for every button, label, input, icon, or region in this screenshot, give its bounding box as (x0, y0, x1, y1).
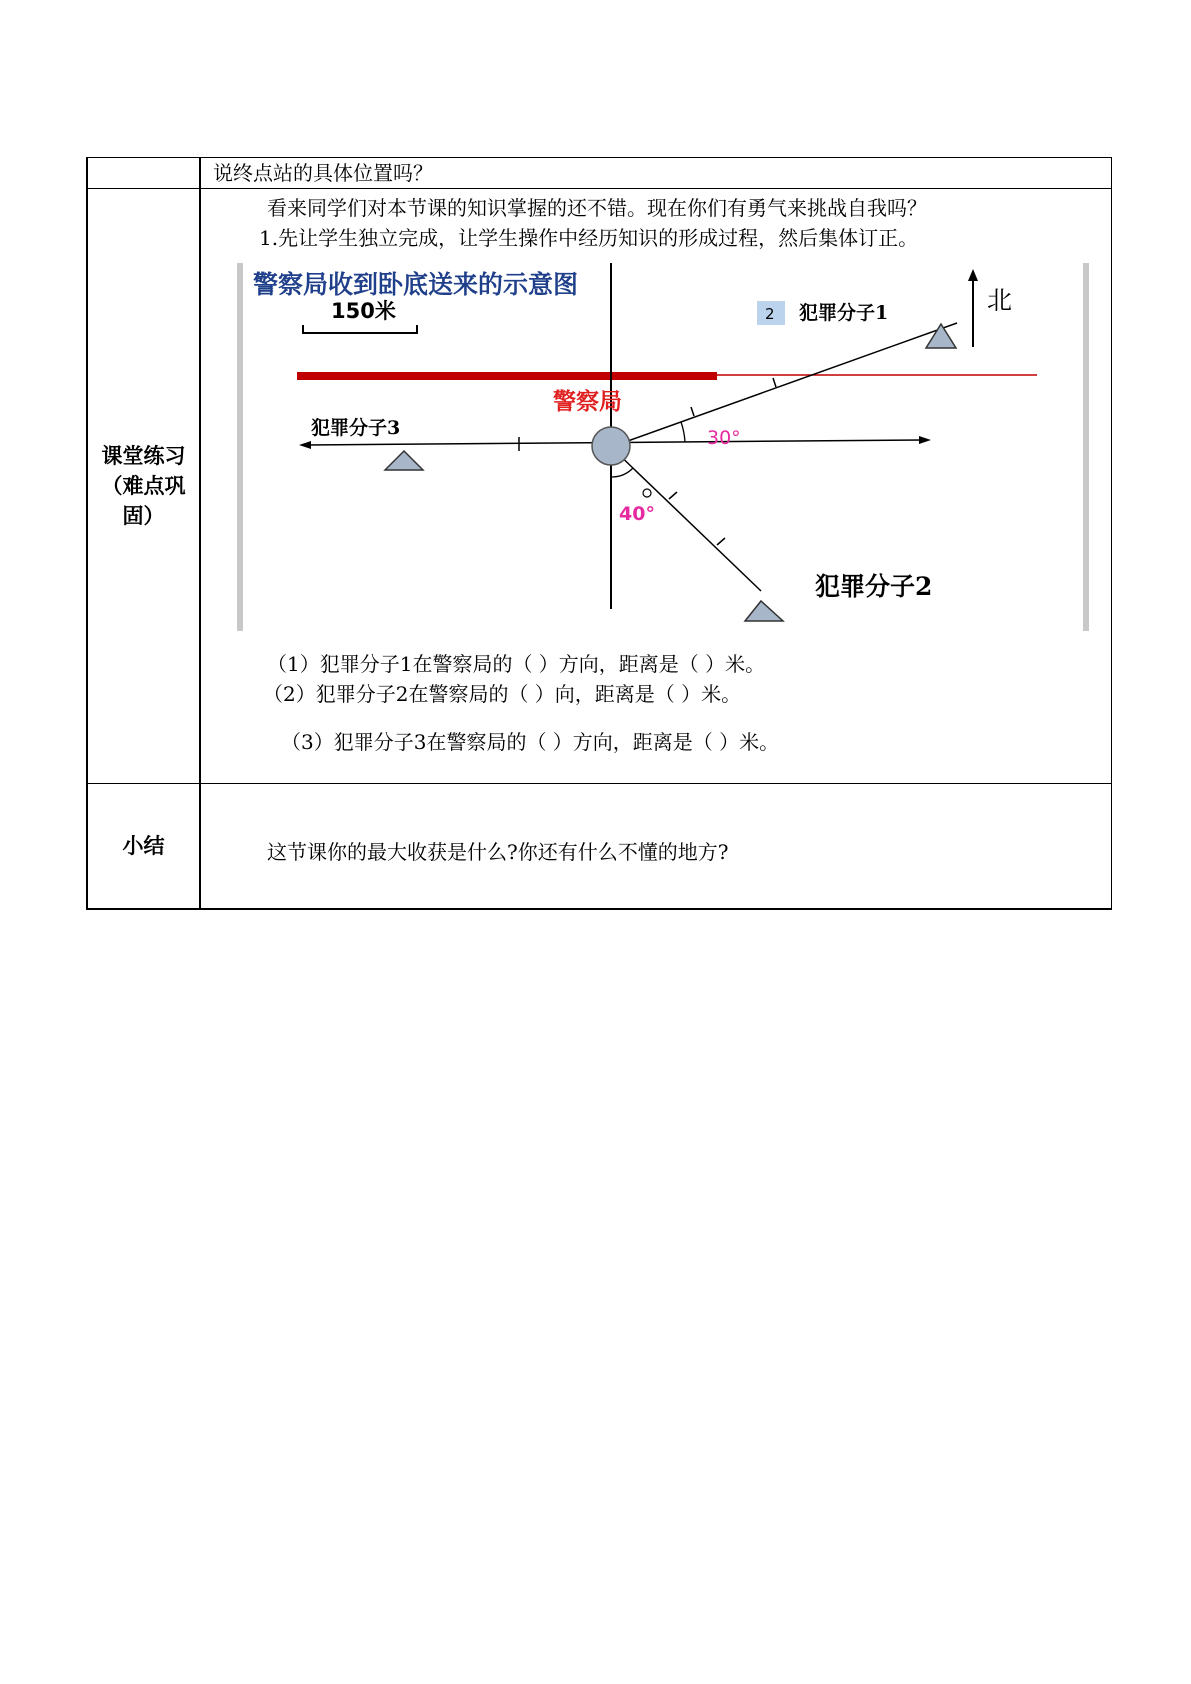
lesson-plan-table (86, 157, 1112, 910)
question-3: （3）犯罪分子3在警察局的（ ）方向，距离是（ ）米。 (281, 730, 780, 754)
ray-suspect-1 (611, 323, 957, 447)
frame-right-bar (1083, 263, 1089, 631)
angle-label-30: 30° (707, 427, 741, 449)
suspect-2-label: 犯罪分子2 (815, 572, 933, 601)
ray2-tick-1 (669, 492, 677, 499)
table-row (87, 189, 1111, 784)
summary-text: 这节课你的最大收获是什么?你还有什么不懂的地方? (267, 840, 729, 864)
question-1: （1）犯罪分子1在警察局的（ ）方向，距离是（ ）米。 (267, 652, 766, 676)
table-row (87, 784, 1111, 910)
row-content (200, 158, 1111, 189)
row-label-practice (87, 189, 200, 784)
angle-arc-30 (681, 422, 685, 442)
continued-text: 说终点站的具体位置吗？ (213, 161, 433, 185)
north-label: 北 (987, 286, 1013, 315)
row-content (200, 189, 1111, 784)
question-2: （2）犯罪分子2在警察局的（ ）向，距离是（ ）米。 (263, 682, 742, 706)
row-label (87, 158, 200, 189)
west-arrowhead (299, 441, 311, 449)
police-station-marker (592, 427, 630, 465)
row-content (200, 784, 1111, 910)
map-diagram-svg (237, 261, 1091, 633)
angle-arc-40 (611, 468, 633, 477)
diagram-title: 警察局收到卧底送来的示意图 (253, 270, 579, 299)
ray1-tick-2 (773, 378, 776, 387)
north-arrowhead (968, 269, 978, 281)
table-row (87, 158, 1111, 189)
angle-label-40: 40° (619, 503, 655, 525)
map-diagram (237, 261, 1091, 633)
summary-label: 小结 (87, 784, 200, 910)
ray1-tick-1 (691, 407, 694, 416)
scale-label: 150米 (331, 299, 396, 323)
intro-text: 看来同学们对本节课的知识掌握的还不错。现在你们有勇气来挑战自我吗？ (267, 196, 927, 220)
ray2-tick-2 (717, 538, 725, 545)
degree-mark-40 (643, 489, 651, 497)
east-arrowhead (919, 436, 931, 444)
suspect-2-marker (745, 601, 783, 621)
suspect-3-label: 犯罪分子3 (311, 417, 401, 439)
step-text: 1.先让学生独立完成，让学生操作中经历知识的形成过程，然后集体订正。 (259, 226, 919, 250)
practice-label: 课堂练习（难点巩固） (101, 444, 186, 528)
police-station-label: 警察局 (553, 388, 622, 415)
badge-number: 2 (765, 305, 775, 323)
suspect-3-marker (385, 451, 423, 470)
suspect-1-marker (926, 324, 956, 348)
scale-bar (303, 325, 417, 334)
suspect-1-label: 犯罪分子1 (799, 302, 889, 324)
frame-left-bar (237, 263, 243, 631)
